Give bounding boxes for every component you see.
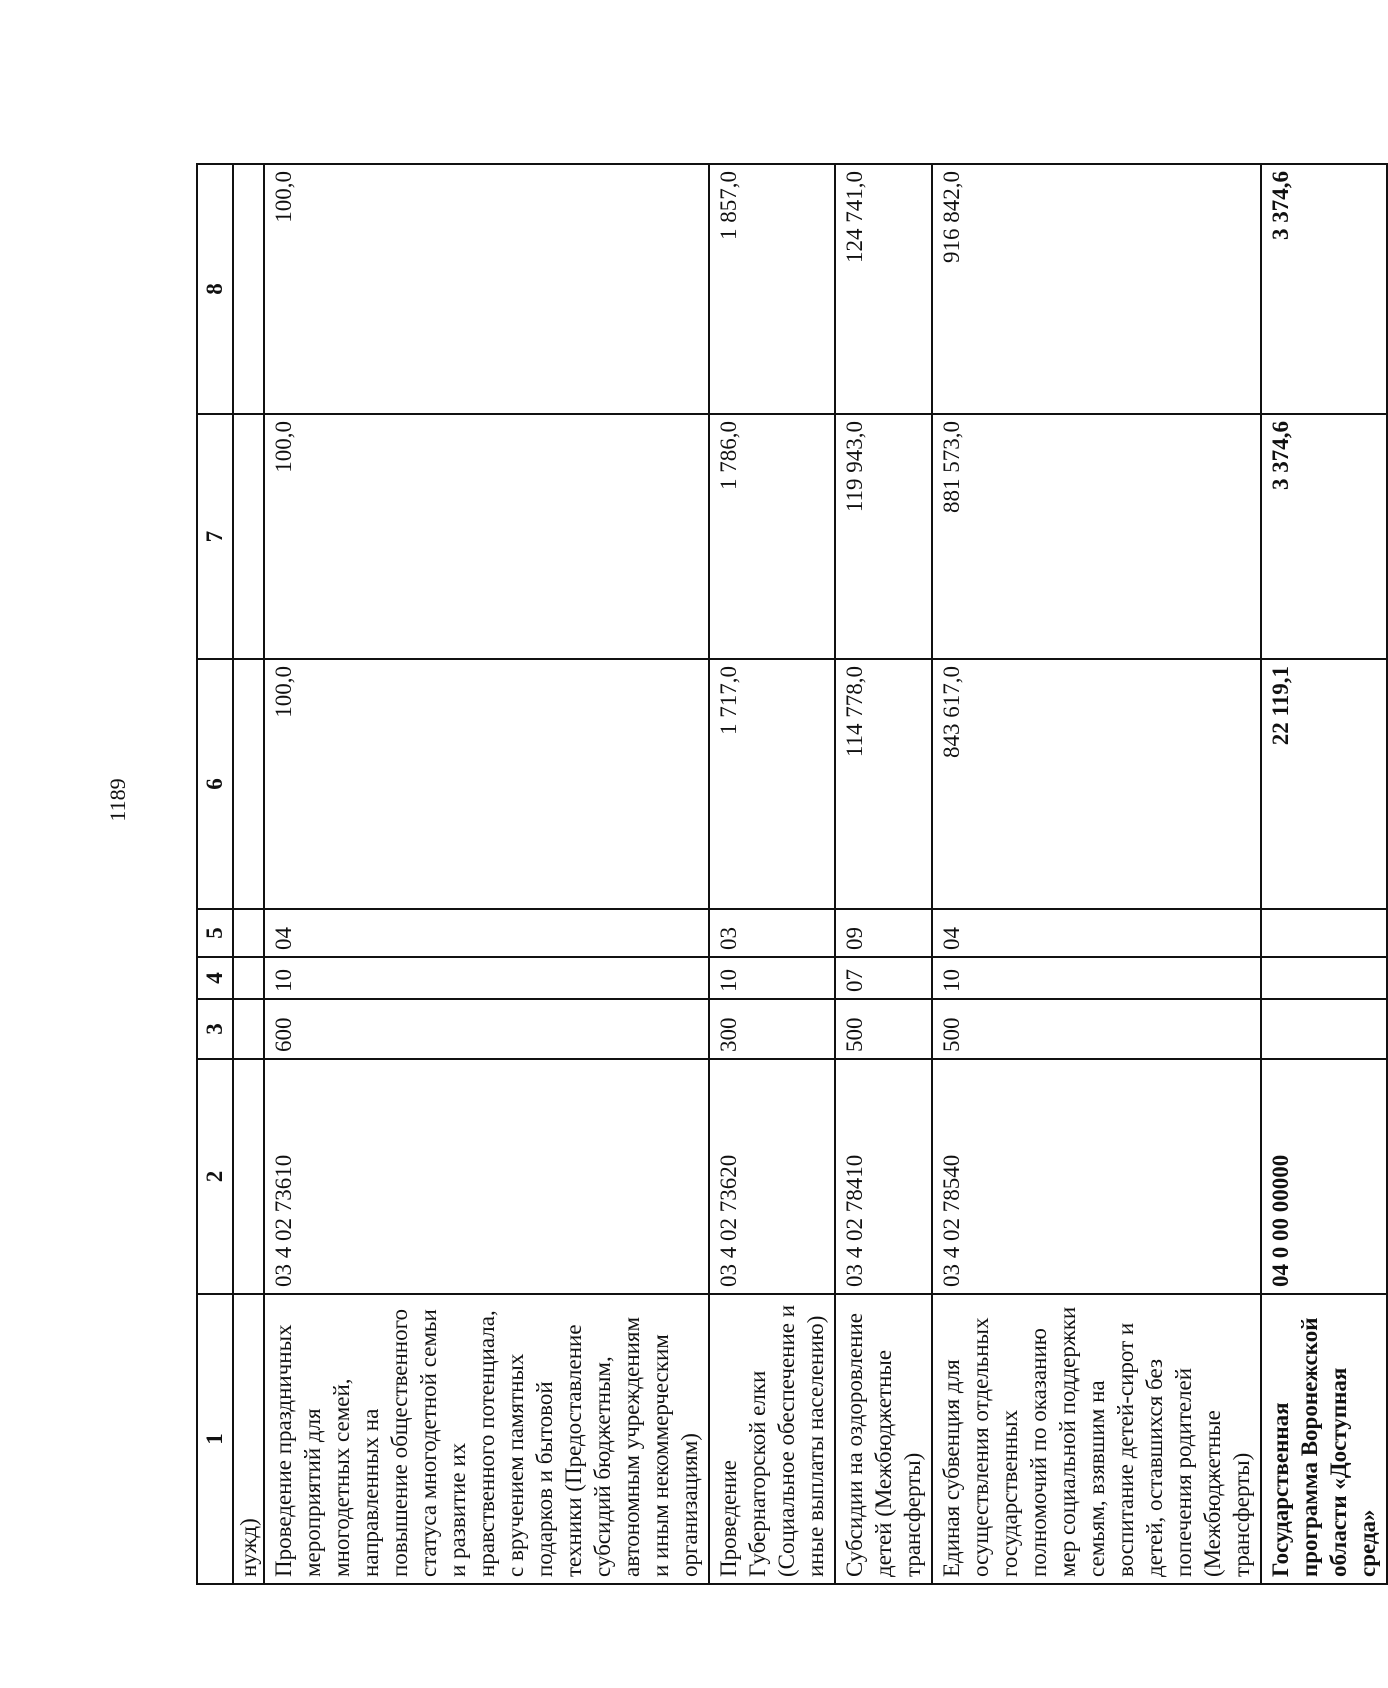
row-value-7: 1 786,0	[709, 414, 835, 659]
header-col-3: 3	[197, 999, 233, 1059]
row-vr: 500	[835, 999, 932, 1059]
rotated-table-wrapper	[196, 165, 1380, 1585]
row-rz	[1261, 957, 1387, 999]
row-name: Проведение праздничных мероприятий для многодетных семей, направленных на повышение общественного статуса многодетной семьи и развитие их нравственного потенциала, с вручением памятных подарков и бытовой техники (Предоставление субсидий бюджетным, автономным учреждениям и иным некоммерческим организациям)	[264, 1294, 709, 1584]
row-vr	[1261, 999, 1387, 1059]
header-row	[197, 164, 233, 1584]
row-name: Проведение Губернаторской елки (Социальное обеспечение и иные выплаты населению)	[709, 1294, 835, 1584]
row-value-6: 1 717,0	[709, 659, 835, 909]
row-value-6: 22 119,1	[1261, 659, 1387, 909]
table-row	[264, 164, 709, 1584]
continuation-row	[233, 164, 264, 1584]
row-code: 03 4 02 73610	[264, 1059, 709, 1294]
row-code: 03 4 02 73620	[709, 1059, 835, 1294]
row-pr: 09	[835, 909, 932, 957]
header-col-4: 4	[197, 957, 233, 999]
header-col-6: 6	[197, 659, 233, 909]
table-row	[932, 164, 1261, 1584]
table-row-program	[1261, 164, 1387, 1584]
header-col-5: 5	[197, 909, 233, 957]
row-name: Субсидии на оздоровление детей (Межбюджетные трансферты)	[835, 1294, 932, 1584]
row-rz: 10	[264, 957, 709, 999]
row-value-7: 100,0	[264, 414, 709, 659]
row-value-6: 100,0	[264, 659, 709, 909]
row-value-8: 1 857,0	[709, 164, 835, 414]
row-pr	[1261, 909, 1387, 957]
row-value-7: 119 943,0	[835, 414, 932, 659]
budget-table	[196, 163, 1388, 1585]
page-number: 1189	[105, 778, 130, 822]
row-value-6: 843 617,0	[932, 659, 1261, 909]
row-vr: 600	[264, 999, 709, 1059]
header-col-1: 1	[197, 1294, 233, 1584]
row-pr: 04	[264, 909, 709, 957]
row-value-7: 3 374,6	[1261, 414, 1387, 659]
row-value-6: 114 778,0	[835, 659, 932, 909]
row-rz: 10	[709, 957, 835, 999]
row-name: Государственная программа Воронежской области «Доступная среда»	[1261, 1294, 1387, 1584]
table-row	[709, 164, 835, 1584]
header-col-7: 7	[197, 414, 233, 659]
row-pr: 03	[709, 909, 835, 957]
row-vr: 500	[932, 999, 1261, 1059]
row-vr: 300	[709, 999, 835, 1059]
row-value-7: 881 573,0	[932, 414, 1261, 659]
row-rz: 10	[932, 957, 1261, 999]
row-value-8: 3 374,6	[1261, 164, 1387, 414]
row-pr: 04	[932, 909, 1261, 957]
row-value-8: 100,0	[264, 164, 709, 414]
header-col-8: 8	[197, 164, 233, 414]
row-code: 03 4 02 78410	[835, 1059, 932, 1294]
continuation-text: нужд)	[233, 1294, 264, 1584]
row-value-8: 124 741,0	[835, 164, 932, 414]
row-value-8: 916 842,0	[932, 164, 1261, 414]
row-rz: 07	[835, 957, 932, 999]
row-code: 04 0 00 00000	[1261, 1059, 1387, 1294]
table-row	[835, 164, 932, 1584]
row-code: 03 4 02 78540	[932, 1059, 1261, 1294]
row-name: Единая субвенция для осуществления отдельных государственных полномочий по оказанию мер социальной поддержки семьям, взявшим на воспитание детей-сирот и детей, оставшихся без попечения родителей (Межбюджетные трансферты)	[932, 1294, 1261, 1584]
header-col-2: 2	[197, 1059, 233, 1294]
